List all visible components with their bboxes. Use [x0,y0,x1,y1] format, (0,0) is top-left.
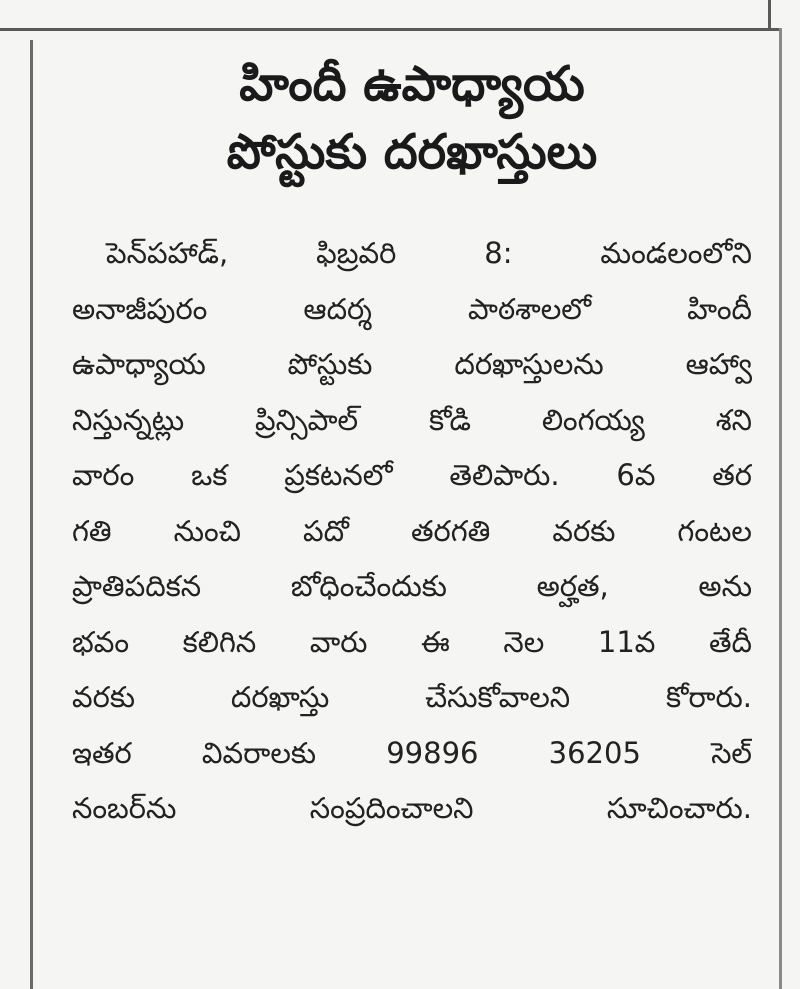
body-line: వారం ఒక ప్రకటనలో తెలిపారు. 6వ తర [72,458,752,492]
body-line: ఇతర వివరాలకు 99896 36205 సెల్ [72,735,752,770]
right-column-rule [779,28,782,989]
headline-line-1: హిందీ ఉపాధ్యాయ [239,56,585,112]
article-headline [72,50,752,186]
body-line: ఉపాధ్యాయ పోస్టుకు దరఖాస్తులను ఆహ్వా [72,347,752,381]
body-line: అనాజీపురం ఆదర్శ పాఠశాలలో హిందీ [72,291,752,326]
body-line: భవం కలిగిన వారు ఈ నెల 11వ తేదీ [72,624,752,659]
article-body [72,226,752,837]
body-line: నంబర్‌ను సంప్రదించాలని సూచించారు. [72,791,752,825]
body-line: ప్రాతిపదికన బోధించేందుకు అర్హత, అను [72,569,752,603]
top-column-divider [768,0,771,30]
body-line: నిస్తున్నట్లు ప్రిన్సిపాల్ కోడి లింగయ్య శని [72,402,752,437]
top-column-rule [0,28,782,31]
body-line: వరకు దరఖాస్తు చేసుకోవాలని కోరారు. [72,680,752,714]
left-column-rule [30,40,33,989]
news-article [72,50,752,837]
body-line: గతి నుంచి పదో తరగతి వరకు గంటల [72,513,752,548]
body-line: పెన్‌పహాడ్, ఫిబ్రవరి 8: మండలంలోని [106,236,752,270]
headline-line-2: పోస్టుకు దరఖాస్తులు [226,124,598,180]
